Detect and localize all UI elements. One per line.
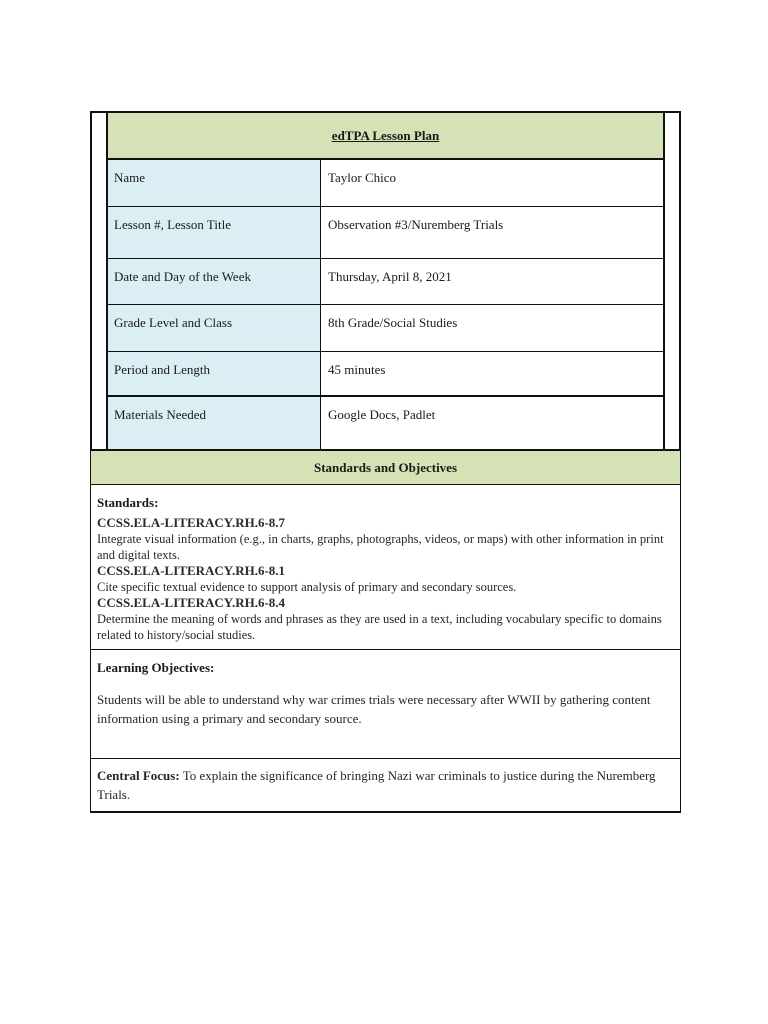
learning-objectives-label: Learning Objectives: [97,660,215,675]
left-stub [92,207,108,259]
info-row-period [92,352,679,397]
left-stub [92,305,108,352]
info-value: Thursday, April 8, 2021 [321,259,663,305]
info-label: Date and Day of the Week [108,259,321,305]
info-value: Google Docs, Padlet [328,407,436,422]
standard-description: Determine the meaning of words and phrases as they are used in a text, including vocabulary specific to domains related to history/social studies. [97,612,662,642]
right-stub [663,113,679,160]
left-stub [92,397,108,449]
lesson-plan-document [90,111,681,813]
info-row-date [92,259,679,305]
left-stub [92,352,108,397]
central-focus-box [90,759,681,813]
info-label: Grade Level and Class [108,305,321,352]
left-stub [92,160,108,207]
info-value: Taylor Chico [321,160,663,207]
right-stub [663,259,679,305]
learning-objectives-text: Students will be able to understand why war crimes trials were necessary after WWII by gathering content information using a primary and secondary source. [97,692,651,726]
info-label: Name [108,160,321,207]
standards-label: Standards: [97,495,159,510]
info-value: 8th Grade/Social Studies [321,305,663,352]
info-table [90,111,681,449]
right-stub [663,305,679,352]
info-label: Period and Length [108,352,321,397]
left-stub [92,113,108,160]
info-row-grade [92,305,679,352]
central-focus-label: Central Focus: [97,768,180,783]
standard-code: CCSS.ELA-LITERACY.RH.6-8.7 [97,515,286,530]
right-stub [663,352,679,397]
right-stub [663,397,679,449]
standard-code: CCSS.ELA-LITERACY.RH.6-8.4 [97,595,286,610]
standard-code: CCSS.ELA-LITERACY.RH.6-8.1 [97,563,286,578]
learning-objectives-box [90,650,681,759]
standard-description: Cite specific textual evidence to support analysis of primary and secondary sources. [97,580,517,594]
info-row-name [92,160,679,207]
info-label: Lesson #, Lesson Title [108,207,321,259]
document-title: edTPA Lesson Plan [108,113,663,160]
central-focus-paragraph [97,766,674,804]
standard-description: Integrate visual information (e.g., in charts, graphs, photographs, videos, or maps) with other information in print and digital texts. [97,532,664,562]
info-row-materials [92,397,679,449]
info-label: Materials Needed [108,397,321,449]
info-value: Observation #3/Nuremberg Trials [321,207,663,259]
central-focus-text: To explain the significance of bringing Nazi war criminals to justice during the Nuremberg Trials. [97,768,656,802]
title-row [92,113,679,160]
standards-objectives-header: Standards and Objectives [90,449,681,485]
standards-box [90,485,681,650]
left-stub [92,259,108,305]
info-row-lesson-title [92,207,679,259]
info-value: 45 minutes [321,352,663,397]
right-stub [663,160,679,207]
right-stub [663,207,679,259]
